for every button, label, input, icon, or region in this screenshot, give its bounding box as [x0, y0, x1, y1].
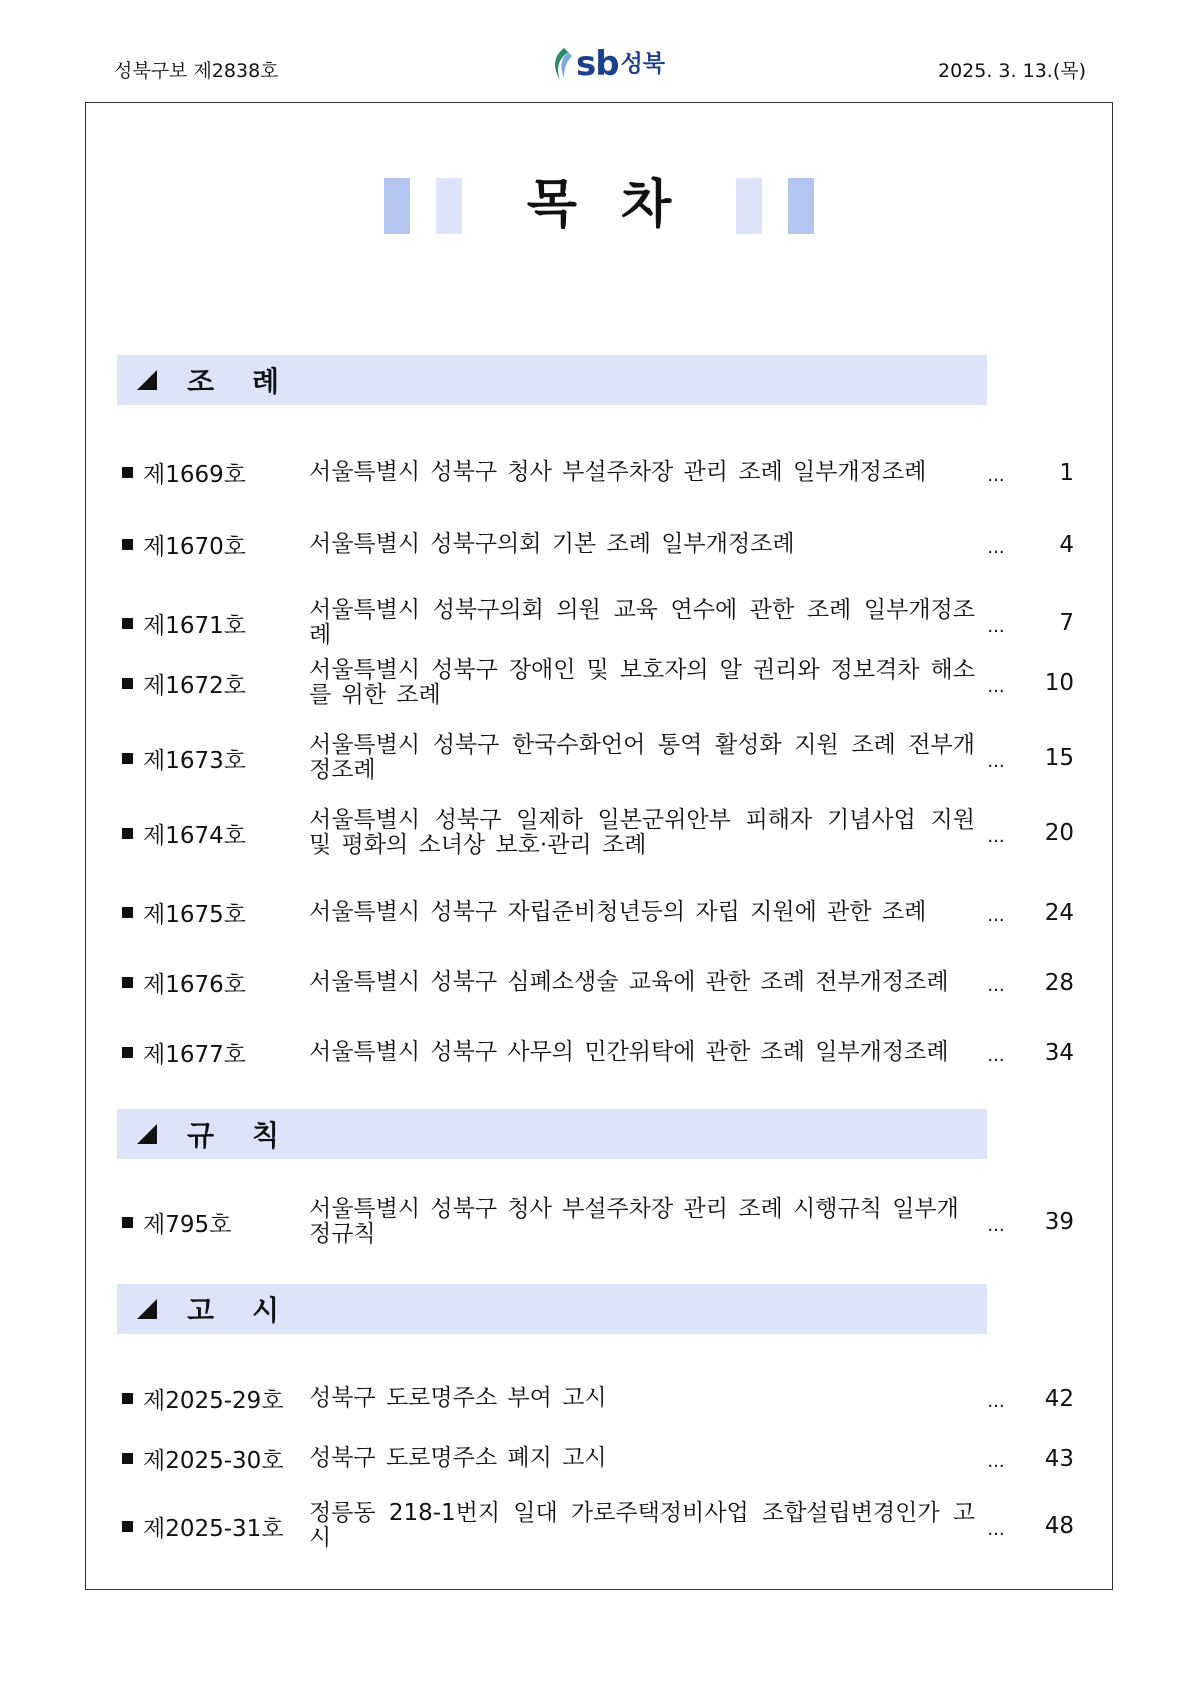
item-page: 4 [1059, 531, 1074, 558]
toc-item[interactable] [122, 456, 1074, 489]
toc-item[interactable] [122, 1197, 1074, 1247]
title-decor-bar [384, 178, 410, 234]
toc-item[interactable] [122, 966, 1074, 999]
item-number: 제1671호 [143, 612, 246, 639]
item-title: 서울특별시 성북구 한국수화언어 통역 활성화 지원 조례 전부개정조례 [309, 732, 975, 783]
square-bullet-icon [122, 539, 133, 550]
item-number: 제1677호 [143, 1042, 246, 1068]
square-bullet-icon [122, 753, 133, 764]
title-decor-bar [736, 178, 762, 234]
section-title: 규칙 [187, 1119, 318, 1152]
item-number: 제1675호 [143, 902, 246, 928]
header-date: 2025. 3. 13.(목) [938, 60, 1086, 82]
item-leader: ... [987, 615, 1005, 637]
item-page: 24 [1044, 899, 1074, 926]
item-number: 제2025-31호 [143, 1515, 284, 1542]
toc-item[interactable] [122, 1382, 1074, 1415]
item-leader: ... [987, 825, 1005, 847]
toc-item[interactable] [122, 896, 1074, 929]
item-title: 정릉동 218-1번지 일대 가로주택정비사업 조합설립변경인가 고시 [309, 1500, 975, 1551]
item-page: 15 [1044, 745, 1074, 771]
item-page: 43 [1044, 1445, 1074, 1472]
item-page: 7 [1059, 610, 1074, 636]
item-title: 서울특별시 성북구 자립준비청년등의 자립 지원에 관한 조례 [309, 899, 927, 925]
item-number: 제1676호 [143, 972, 246, 998]
toc-item[interactable] [122, 733, 1074, 783]
section-title: 고시 [187, 1294, 318, 1327]
item-title: 성북구 도로명주소 폐지 고시 [309, 1445, 607, 1471]
square-bullet-icon [122, 1521, 133, 1532]
square-bullet-icon [122, 1453, 133, 1464]
toc-item[interactable] [122, 808, 1074, 858]
toc-item[interactable] [122, 658, 1074, 708]
triangle-icon [137, 370, 157, 390]
item-page: 1 [1059, 459, 1074, 486]
item-number: 제1670호 [143, 534, 246, 560]
section-title: 조례 [187, 365, 318, 398]
title-decor-bar [788, 178, 814, 234]
item-leader: ... [987, 1214, 1005, 1236]
item-number: 제1669호 [143, 462, 246, 488]
item-leader: ... [987, 537, 1005, 558]
section-header-rules [117, 1109, 987, 1159]
section-header-ordinances [117, 355, 987, 405]
item-title: 서울특별시 성북구 사무의 민간위탁에 관한 조례 일부개정조례 [309, 1039, 949, 1065]
item-page: 42 [1044, 1385, 1074, 1412]
item-title: 서울특별시 성북구의회 의원 교육 연수에 관한 조례 일부개정조례 [309, 597, 975, 648]
item-number: 제795호 [143, 1211, 232, 1238]
square-bullet-icon [122, 1047, 133, 1058]
item-leader: ... [987, 675, 1005, 697]
logo-text-ko: 성북 [620, 51, 666, 77]
item-page: 20 [1044, 820, 1074, 846]
item-number: 제1672호 [143, 672, 246, 699]
triangle-icon [137, 1299, 157, 1319]
item-title: 서울특별시 성북구 장애인 및 보호자의 알 권리와 정보격차 해소를 위한 조례 [309, 657, 975, 708]
item-leader: ... [987, 975, 1005, 996]
item-number: 제2025-29호 [143, 1388, 284, 1414]
item-page: 39 [1044, 1209, 1074, 1235]
item-leader: ... [987, 1391, 1005, 1412]
header-publication-number: 성북구보 제2838호 [114, 60, 279, 82]
toc-item[interactable] [122, 598, 1074, 648]
square-bullet-icon [122, 1393, 133, 1404]
item-number: 제1673호 [143, 747, 246, 774]
square-bullet-icon [122, 678, 133, 689]
item-leader: ... [987, 905, 1005, 926]
item-page: 10 [1044, 670, 1074, 696]
logo-text-en: sb [576, 44, 619, 84]
item-title: 서울특별시 성북구 청사 부설주차장 관리 조례 일부개정조례 [309, 459, 927, 485]
square-bullet-icon [122, 467, 133, 478]
item-page: 28 [1044, 969, 1074, 996]
toc-item[interactable] [122, 1036, 1074, 1069]
seongbuk-logo [548, 44, 665, 84]
item-title: 서울특별시 성북구의회 기본 조례 일부개정조례 [309, 531, 795, 557]
square-bullet-icon [122, 1217, 133, 1228]
square-bullet-icon [122, 907, 133, 918]
square-bullet-icon [122, 828, 133, 839]
title-decor-bar [436, 178, 462, 234]
square-bullet-icon [122, 618, 133, 629]
item-leader: ... [987, 1045, 1005, 1066]
item-leader: ... [987, 1451, 1005, 1472]
item-number: 제1674호 [143, 822, 246, 849]
item-title: 성북구 도로명주소 부여 고시 [309, 1385, 607, 1411]
item-page: 48 [1044, 1513, 1074, 1539]
item-title: 서울특별시 성북구 청사 부설주차장 관리 조례 시행규칙 일부개정규칙 [309, 1196, 959, 1247]
square-bullet-icon [122, 977, 133, 988]
triangle-icon [137, 1124, 157, 1144]
item-number: 제2025-30호 [143, 1448, 284, 1474]
toc-item[interactable] [122, 528, 1074, 561]
page-title: 목차 [526, 175, 716, 235]
item-leader: ... [987, 1518, 1005, 1540]
item-leader: ... [987, 465, 1005, 486]
item-page: 34 [1044, 1039, 1074, 1066]
section-header-notices [117, 1284, 987, 1334]
item-title: 서울특별시 성북구 일제하 일본군위안부 피해자 기념사업 지원 및 평화의 소녀상 보호·관리 조례 [309, 807, 975, 858]
toc-item[interactable] [122, 1442, 1074, 1475]
logo-icon [548, 46, 574, 82]
toc-item[interactable] [122, 1501, 1074, 1551]
item-leader: ... [987, 750, 1005, 772]
item-title: 서울특별시 성북구 심폐소생술 교육에 관한 조례 전부개정조례 [309, 969, 949, 995]
